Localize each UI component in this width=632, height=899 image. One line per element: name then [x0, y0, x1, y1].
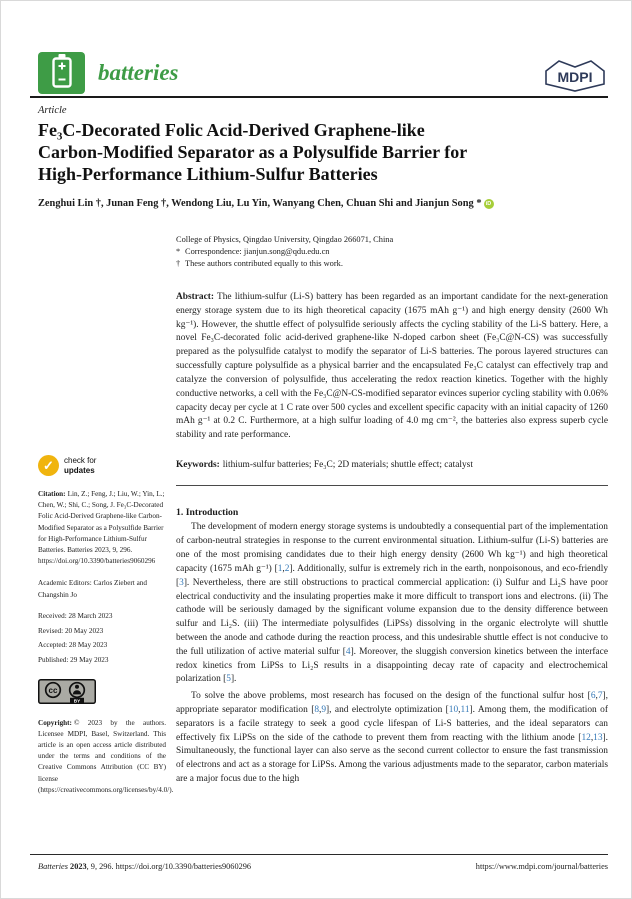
- abstract: [176, 291, 608, 443]
- person-icon: [70, 683, 85, 698]
- title-line-3: High-Performance Lithium-Sulfur Batteries: [38, 164, 378, 185]
- footer-doi[interactable]: , 9, 296. https://doi.org/10.3390/batteries9060296: [86, 862, 252, 871]
- footer-citation: [38, 862, 251, 871]
- battery-icon: [49, 53, 75, 94]
- reference-link[interactable]: 3: [179, 577, 184, 588]
- keywords-label: Keywords:: [176, 459, 220, 470]
- author-line: [38, 198, 610, 209]
- footer-year: 2023: [67, 862, 87, 871]
- reference-link[interactable]: 5: [226, 674, 231, 685]
- check-for-updates-label: [64, 456, 96, 474]
- section-heading-introduction: 1. Introduction: [176, 507, 239, 519]
- accepted-date: Accepted: 28 May 2023: [38, 641, 108, 650]
- check-label-line1: check for: [64, 456, 97, 466]
- abstract-label: Abstract:: [176, 292, 215, 303]
- intro-paragraph-1: The development of modern energy storage systems is undoubtedly a consequential part of the implementation of carbon-neutral strategies in response to the current environmental situation. Lithium-sulfur (Li-S) batteries are one of the most promising candidates due to their high energy density (2600 Wh kg⁻¹) and high theoretical capacity (1675 mAh g⁻¹) [1,2]. Additionally, sulfur is extremely rich in the earth, nonpoisonous, and eco-friendly [3]. Nevertheless, there are still obstructions to practical commercial application: (i) Sulfur and Li₂S have poor electrical conductivity and the insulating properties make it more difficult to transport ions and electrons. (ii) The cathode will be seriously damaged by the significant volume expansion due to the density difference between sulfur and Li₂S. (iii) The intermediate polysulfides (LiPSs) dissolving in the organic electrolyte will shuttle between the anode and cathode during the reaction process, and this undesirable shuttle effect is not conducive to the full utilization of active material sulfur [4]. Moreover, the sluggish conversion kinetics between the interface redox kinetics from LiPSs to Li₂S results in a disappointing decay rate of capacity and electrochemical polarization [5].: [176, 522, 609, 685]
- reference-link[interactable]: 7: [597, 691, 603, 702]
- check-icon: ✓: [38, 455, 59, 476]
- intro-paragraph-2: To solve the above problems, most research has focused on the design of the functional sulfur host [6,7], appropriate separator modification [8,9], and electrolyte optimization [10,11]. Among them, the modification of separators is a facile strategy to seek a good cycle lifespan of Li-S batteries, and the ideal separators can effectively fix LiPSs on the side of the cathode to prevent them from reacting with the lithium anode [12,13]. Simultaneously, the functional layer can also serve as the second current collector to ensure the fast transmission of electrons and act as a storage for LiPSs. Among the various adjustments made to the separator, carbon materials are a major focus due to the high: [176, 691, 608, 785]
- reference-link[interactable]: 12: [581, 732, 591, 743]
- journal-logo[interactable]: [38, 52, 85, 94]
- mdpi-logo-text: MDPI: [557, 69, 593, 85]
- revised-date: Revised: 20 May 2023: [38, 626, 104, 635]
- keywords-text: lithium-sulfur batteries; Fe₃C; 2D materials; shuttle effect; catalyst: [222, 459, 473, 470]
- main-column: [176, 234, 608, 787]
- published-date: Published: 29 May 2023: [38, 656, 109, 665]
- reference-link[interactable]: 11: [460, 705, 470, 716]
- reference-link[interactable]: 6: [590, 691, 596, 702]
- reference-link[interactable]: 4: [345, 646, 351, 657]
- correspondence-marker: *: [176, 247, 181, 257]
- equal-contribution-note: These authors contributed equally to this work.: [185, 259, 343, 269]
- article-type-label: Article: [38, 105, 67, 116]
- article-history: [38, 611, 166, 667]
- cc-by-license-badge[interactable]: [38, 679, 166, 708]
- copyright-text: © 2023 by the authors. Licensee MDPI, Basel, Switzerland. This article is an open access article distributed under the terms and conditions of the Creative Commons Attribution (CC BY) license (https://creativecommons.org/licenses/by/4.0/).: [38, 718, 174, 794]
- paper-title: [38, 119, 610, 185]
- affiliation-block: [176, 234, 608, 270]
- section-divider: [176, 485, 608, 487]
- reference-link[interactable]: 8: [314, 705, 320, 716]
- check-label-line2: updates: [64, 465, 95, 475]
- academic-editors: Academic Editors: Carlos Ziebert and Changshin Jo: [38, 579, 147, 599]
- footer-divider: [30, 854, 608, 855]
- received-date: Received: 28 March 2023: [38, 611, 113, 620]
- title-line-2: Carbon-Modified Separator as a Polysulfide Barrier for: [38, 142, 468, 163]
- citation-label: Citation:: [38, 490, 66, 498]
- copyright-label: Copyright:: [38, 718, 72, 727]
- reference-link[interactable]: 10: [448, 705, 459, 716]
- keywords: [176, 460, 608, 470]
- orcid-icon[interactable]: iD: [484, 199, 494, 209]
- header-divider: [30, 96, 608, 98]
- citation-block: [38, 489, 166, 567]
- check-for-updates-button[interactable]: [38, 455, 166, 476]
- reference-link[interactable]: 1: [277, 563, 283, 574]
- reference-link[interactable]: 9: [321, 705, 327, 716]
- footer-journal-url[interactable]: https://www.mdpi.com/journal/batteries: [475, 862, 608, 871]
- abstract-text: The lithium-sulfur (Li-S) battery has been regarded as an important candidate for the next-generation energy storage system due to its high theoretical capacity (1675 mAh g⁻¹) and high energy density (2600 Wh kg⁻¹). However, the shuttle effect of polysulfide seriously affects the cycling stability of the Li-S battery. Here, a novel Fe₃C-decorated folic acid-derived graphene-like N-doped carbon sheet (Fe₃C@N-CS) was successfully prepared as the polysulfide catalyst to modify the separator of Li-S batteries. The porous layered structures can successfully capture polysulfide as a physical barrier and the encapsulated Fe₃C catalyst can effectively trap and catalyze the conversion of polysulfide, thus accelerating the redox reaction kinetics. Together with the highly conductive networks, a cell with the Fe₃C@N-CS-modified separator evinces superior cycling stability with 0.06% capacity decay per cycle at 1 C rate over 500 cycles and excellent specific capacity with an initial capacity of 1260 mAh g⁻¹ at 0.2 C. Furthermore, at a high sulfur loading of 4.0 mg cm⁻², the batteries also express superb cycle stability and rate performance.: [176, 292, 608, 441]
- citation-text[interactable]: Lin, Z.; Feng, J.; Liu, W.; Yin, L.; Chen, W.; Shi, C.; Song, J. Fe₃C-Decorated Folic Acid-Derived Graphene-like Carbon-Modified Separator as a Polysulfide Barrier for High-Performance Lithium-Sulfur Batteries. Batteries 2023, 9, 296. https://doi.org/10.3390/batteries9060296: [38, 490, 165, 566]
- author-names: Zenghui Lin †, Junan Feng †, Wendong Liu, Lu Yin, Wanyang Chen, Chuan Shi and Jianjun Song *: [38, 198, 482, 209]
- mdpi-logo[interactable]: [542, 56, 608, 101]
- reference-link[interactable]: 2: [284, 563, 290, 574]
- svg-text:cc: cc: [48, 686, 58, 696]
- copyright-notice: [38, 718, 174, 796]
- footer-journal-name: Batteries: [38, 862, 68, 871]
- sidebar-metadata: [38, 455, 174, 796]
- by-label: BY: [73, 698, 81, 704]
- equal-contribution-marker: †: [176, 259, 181, 269]
- affiliation: College of Physics, Qingdao University, Qingdao 266071, China: [176, 235, 394, 244]
- reference-link[interactable]: 13: [593, 732, 603, 743]
- correspondence-line[interactable]: Correspondence: jianjun.song@qdu.edu.cn: [185, 247, 330, 257]
- journal-name: batteries: [98, 60, 179, 85]
- title-line-1: Fe₃C-Decorated Folic Acid-Derived Graphene-like: [38, 120, 425, 140]
